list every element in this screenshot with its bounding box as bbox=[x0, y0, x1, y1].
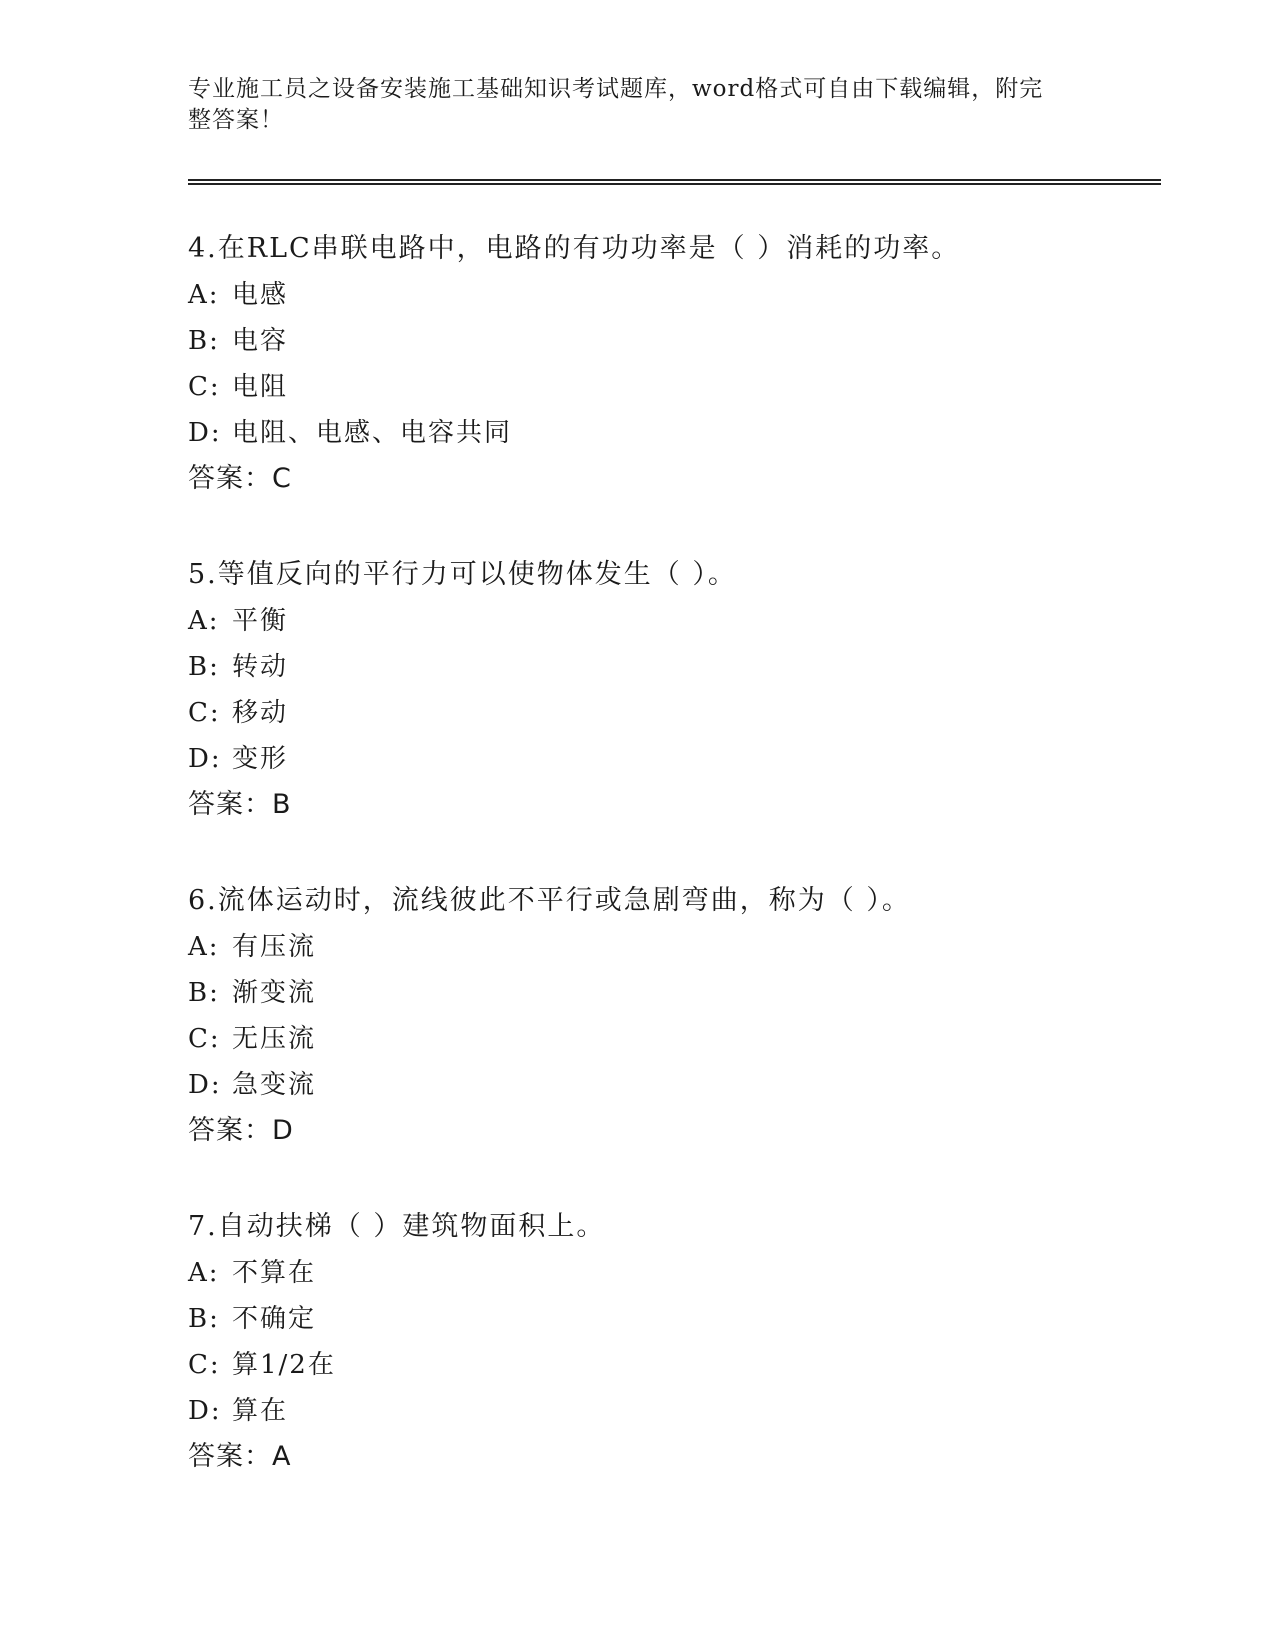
rule-line-bottom bbox=[188, 183, 1161, 185]
option-text: 电阻 bbox=[232, 372, 289, 402]
answer-line: 答案：B bbox=[188, 789, 292, 820]
option-letter: C: bbox=[188, 1350, 221, 1380]
option-text: 电感 bbox=[232, 280, 289, 310]
option-d bbox=[188, 1062, 1168, 1108]
question-block bbox=[188, 1204, 1168, 1480]
question-stem: 5.等值反向的平行力可以使物体发生（ ）。 bbox=[188, 559, 737, 590]
option-text: 急变流 bbox=[232, 1070, 317, 1100]
answer-line: 答案：D bbox=[188, 1115, 294, 1146]
header-line-1: 专业施工员之设备安装施工基础知识考试题库，word格式可自由下载编辑，附完 bbox=[188, 76, 1044, 102]
question-stem: 6.流体运动时，流线彼此不平行或急剧弯曲，称为（ ）。 bbox=[188, 885, 911, 916]
option-letter: B: bbox=[188, 652, 220, 682]
option-text: 算在 bbox=[232, 1396, 289, 1426]
option-letter: D: bbox=[188, 1070, 222, 1100]
option-text: 转动 bbox=[232, 652, 289, 682]
rule-line-top bbox=[188, 179, 1161, 181]
option-text: 不确定 bbox=[232, 1304, 317, 1334]
header-line-2: 整答案！ bbox=[188, 107, 284, 133]
option-d bbox=[188, 410, 1168, 456]
option-letter: B: bbox=[188, 978, 220, 1008]
option-b bbox=[188, 970, 1168, 1016]
option-text: 不算在 bbox=[232, 1258, 317, 1288]
option-letter: A: bbox=[188, 1258, 220, 1288]
header-double-rule bbox=[188, 179, 1161, 185]
answer-line: 答案：A bbox=[188, 1441, 292, 1472]
option-letter: C: bbox=[188, 1024, 221, 1054]
option-letter: A: bbox=[188, 606, 220, 636]
option-letter: B: bbox=[188, 326, 220, 356]
option-a bbox=[188, 924, 1168, 970]
option-letter: A: bbox=[188, 932, 220, 962]
option-b bbox=[188, 318, 1168, 364]
question-block bbox=[188, 878, 1168, 1154]
option-text: 渐变流 bbox=[232, 978, 317, 1008]
question-stem: 7.自动扶梯（ ）建筑物面积上。 bbox=[188, 1211, 606, 1242]
option-text: 电阻、电感、电容共同 bbox=[232, 418, 513, 448]
option-letter: D: bbox=[188, 418, 222, 448]
option-c bbox=[188, 1016, 1168, 1062]
option-c bbox=[188, 1342, 1168, 1388]
option-text: 算1/2在 bbox=[232, 1350, 336, 1380]
option-letter: C: bbox=[188, 698, 221, 728]
option-letter: D: bbox=[188, 1396, 222, 1426]
option-d bbox=[188, 736, 1168, 782]
question-stem: 4.在RLC串联电路中，电路的有功功率是（ ）消耗的功率。 bbox=[188, 233, 961, 264]
question-block bbox=[188, 226, 1168, 502]
option-c bbox=[188, 364, 1168, 410]
option-a bbox=[188, 598, 1168, 644]
option-letter: D: bbox=[188, 744, 222, 774]
option-text: 平衡 bbox=[232, 606, 289, 636]
option-letter: A: bbox=[188, 280, 220, 310]
option-text: 变形 bbox=[232, 744, 289, 774]
question-block bbox=[188, 552, 1168, 828]
document-header bbox=[188, 74, 1068, 136]
option-d bbox=[188, 1388, 1168, 1434]
answer-line: 答案：C bbox=[188, 463, 292, 494]
option-text: 有压流 bbox=[232, 932, 317, 962]
option-letter: B: bbox=[188, 1304, 220, 1334]
option-text: 移动 bbox=[232, 698, 289, 728]
option-a bbox=[188, 1250, 1168, 1296]
option-letter: C: bbox=[188, 372, 221, 402]
option-text: 电容 bbox=[232, 326, 289, 356]
option-a bbox=[188, 272, 1168, 318]
option-b bbox=[188, 1296, 1168, 1342]
option-b bbox=[188, 644, 1168, 690]
option-c bbox=[188, 690, 1168, 736]
option-text: 无压流 bbox=[232, 1024, 317, 1054]
